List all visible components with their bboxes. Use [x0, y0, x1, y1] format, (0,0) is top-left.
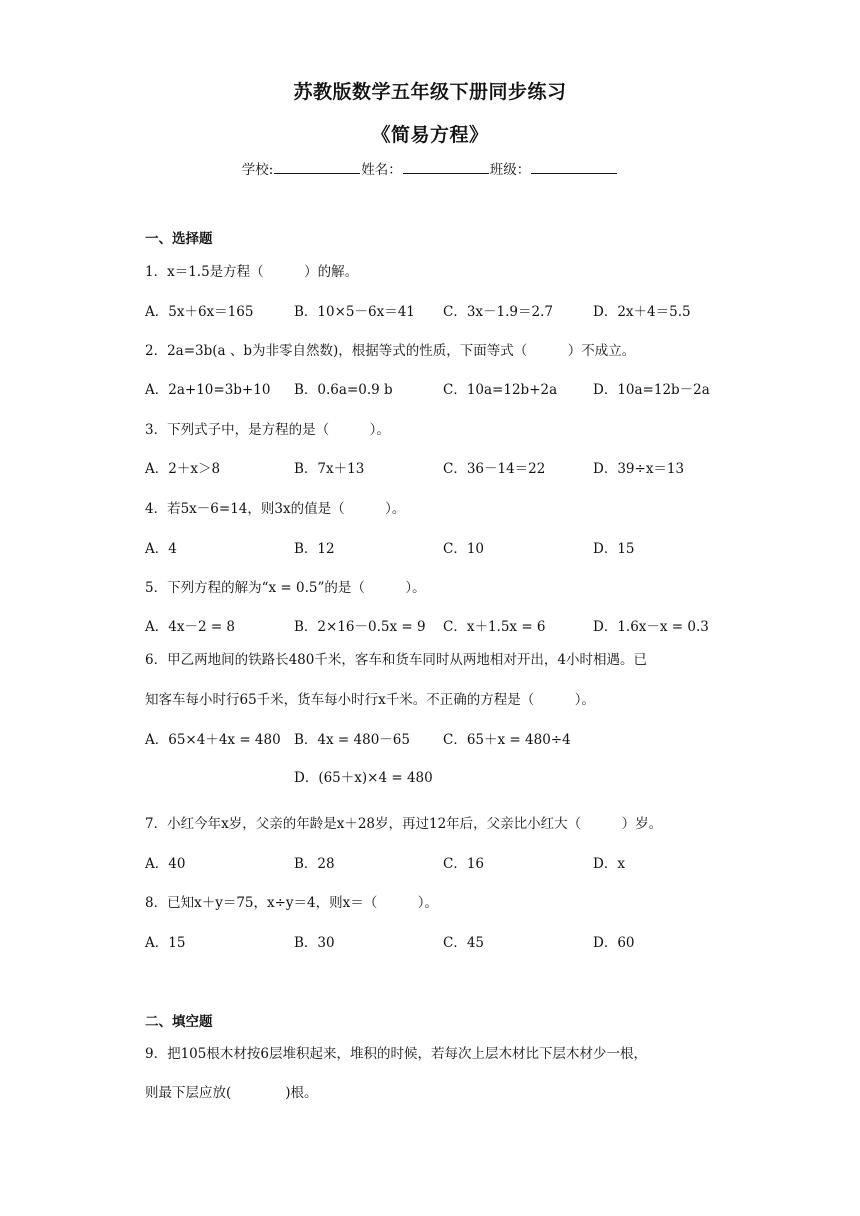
question-3-stem: 3．下列式子中，是方程的是（ ）。 — [145, 422, 390, 438]
question-4-option-a: A．4 — [145, 541, 177, 557]
page-title: 苏教版数学五年级下册同步练习 — [293, 81, 567, 103]
question-9-stem-line-1: 9．把105根木材按6层堆积起来，堆积的时候，若每次上层木材比下层木材少一根， — [145, 1046, 647, 1062]
question-8-option-c: C．45 — [443, 935, 485, 951]
student-info-line — [0, 158, 860, 178]
question-5-option-d: D．1.6x－x = 0.3 — [593, 619, 709, 635]
question-5-stem: 5．下列方程的解为“x = 0.5”的是（ ）。 — [145, 580, 426, 596]
question-4-option-d: D．15 — [593, 541, 635, 557]
question-4-stem: 4．若5x－6=14，则3x的值是（ ）。 — [145, 501, 406, 517]
question-4-option-c: C．10 — [443, 541, 485, 557]
section-fill-heading: 二、填空题 — [145, 1014, 213, 1030]
question-4-option-b: B．12 — [294, 541, 335, 557]
question-1-option-a: A．5x＋6x＝165 — [145, 304, 254, 320]
question-8-stem: 8．已知x＋y＝75，x÷y＝4，则x＝（ ）。 — [145, 895, 439, 911]
question-3-option-a: A．2＋x＞8 — [145, 461, 221, 477]
name-blank — [403, 160, 489, 174]
question-5-option-b: B．2×16－0.5x = 9 — [294, 619, 426, 635]
class-label: 班级： — [489, 162, 531, 178]
question-5-option-c: C．x＋1.5x = 6 — [443, 619, 546, 635]
section-choice-heading: 一、选择题 — [145, 231, 213, 247]
question-6-option-b: B．4x = 480－65 — [294, 732, 410, 748]
question-8-option-b: B．30 — [294, 935, 335, 951]
question-6-stem-line-2: 知客车每小时行65千米，货车每小时行x千米。不正确的方程是（ ）。 — [145, 692, 596, 708]
question-7-stem: 7．小红今年x岁，父亲的年龄是x＋28岁，再过12年后，父亲比小红大（ ）岁。 — [145, 816, 663, 832]
question-6-stem-line-1: 6．甲乙两地间的铁路长480千米，客车和货车同时从两地相对开出，4小时相遇。已 — [145, 652, 647, 668]
question-8-option-a: A．15 — [145, 935, 186, 951]
question-6-option-a: A．65×4＋4x = 480 — [145, 732, 281, 748]
question-6-option-d: D．(65＋x)×4 = 480 — [294, 770, 433, 786]
class-blank — [531, 160, 617, 174]
question-2-option-a: A．2a+10=3b+10 — [145, 382, 271, 398]
question-7-option-b: B．28 — [294, 856, 335, 872]
question-7-option-a: A．40 — [145, 856, 186, 872]
question-7-option-d: D．x — [593, 856, 625, 872]
question-5-option-a: A．4x－2 = 8 — [145, 619, 236, 635]
question-2-option-c: C．10a=12b+2a — [443, 382, 558, 398]
question-3-option-b: B．7x＋13 — [294, 461, 365, 477]
question-1-stem: 1．x＝1.5是方程（ ）的解。 — [145, 264, 359, 280]
question-2-stem: 2．2a=3b(a 、b为非零自然数)，根据等式的性质，下面等式（ ）不成立。 — [145, 343, 636, 359]
question-9-stem-line-2: 则最下层应放( )根。 — [145, 1085, 318, 1101]
name-label: 姓名： — [361, 162, 402, 178]
question-1-option-c: C．3x－1.9＝2.7 — [443, 304, 553, 320]
question-1-option-b: B．10×5－6x＝41 — [294, 304, 415, 320]
question-1-option-d: D．2x＋4＝5.5 — [593, 304, 691, 320]
school-blank — [274, 160, 360, 174]
question-2-option-b: B．0.6a=0.9 b — [294, 382, 393, 398]
question-7-option-c: C．16 — [443, 856, 485, 872]
question-3-option-c: C．36－14＝22 — [443, 461, 546, 477]
page-subtitle: 《简易方程》 — [371, 124, 489, 146]
question-3-option-d: D．39÷x＝13 — [593, 461, 685, 477]
question-8-option-d: D．60 — [593, 935, 635, 951]
school-label: 学校: — [241, 162, 274, 178]
question-6-option-c: C．65＋x = 480÷4 — [443, 732, 571, 748]
question-2-option-d: D．10a=12b－2a — [593, 382, 710, 398]
